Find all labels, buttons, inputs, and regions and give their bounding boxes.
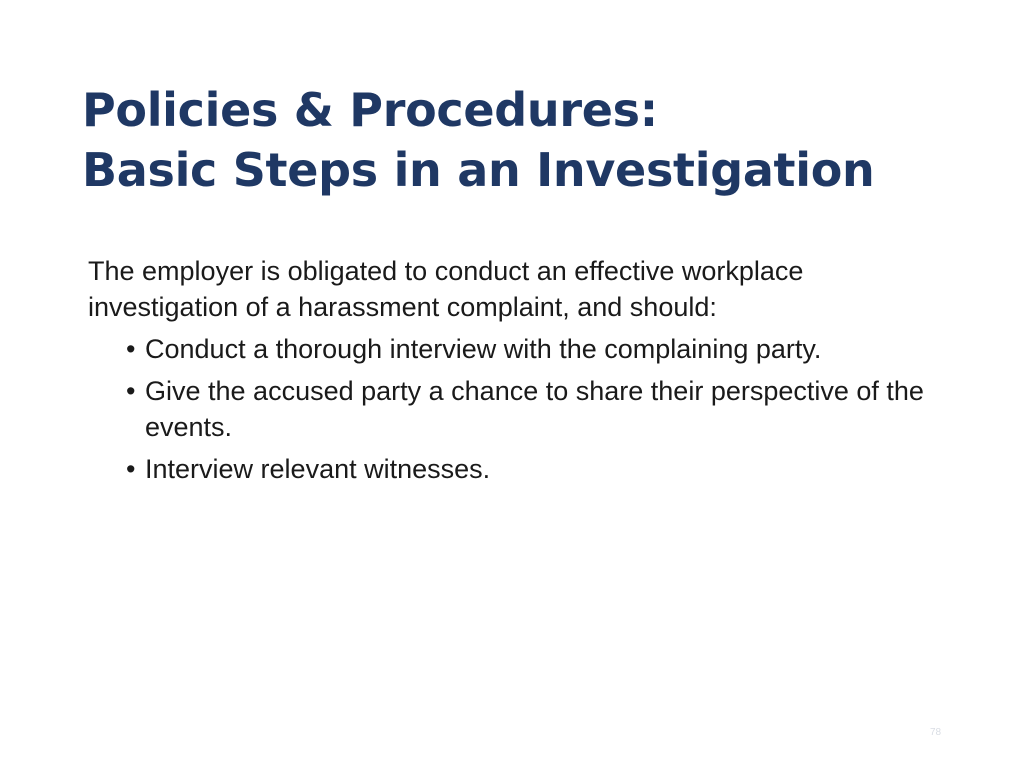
slide-body — [88, 253, 938, 493]
bullet-item — [126, 451, 938, 487]
bullet-text: Conduct a thorough interview with the complaining party. — [145, 334, 822, 364]
bullet-text: Interview relevant witnesses. — [145, 454, 491, 484]
bullet-item — [126, 373, 938, 445]
intro-paragraph: The employer is obligated to conduct an effective workplace investigation of a harassment complaint, and should: — [88, 256, 804, 322]
bullet-icon: • — [126, 334, 136, 364]
bullet-text: Give the accused party a chance to share their perspective of the events. — [145, 376, 924, 442]
title-line-1: Policies & Procedures: — [82, 83, 658, 137]
bullet-icon: • — [126, 376, 136, 406]
slide-title — [82, 80, 982, 200]
title-line-2: Basic Steps in an Investigation — [82, 143, 875, 197]
bullet-item — [126, 331, 938, 367]
bullet-icon: • — [126, 454, 136, 484]
bullet-list — [88, 331, 938, 487]
page-number: 78 — [930, 727, 942, 738]
